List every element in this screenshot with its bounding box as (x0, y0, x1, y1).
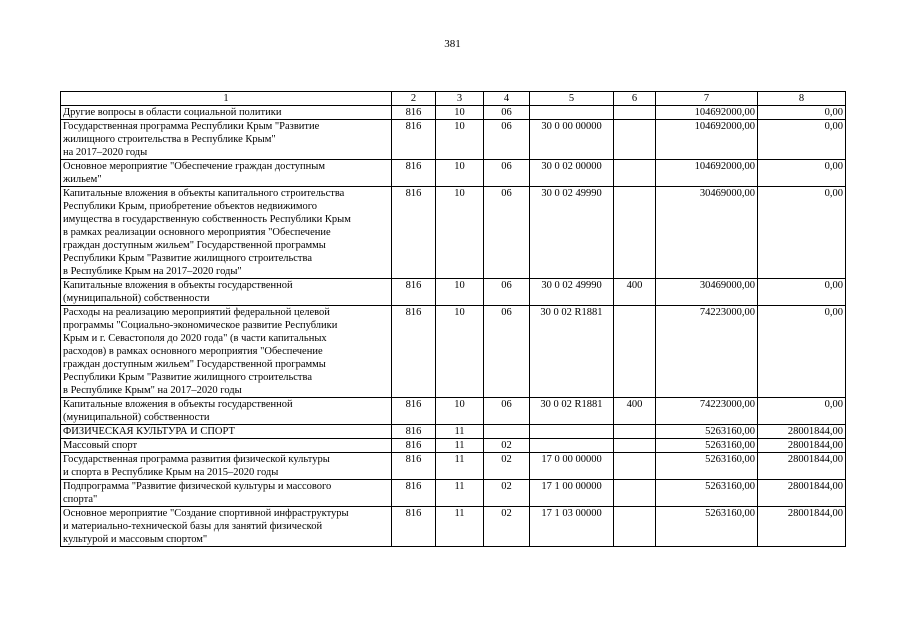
column-header: 3 (436, 92, 484, 106)
cell-name: Основное мероприятие "Создание спортивной инфраструктуры и материально-технической базы для занятий физической культурой и массовым спортом" (61, 507, 392, 547)
cell-amount-year-2: 0,00 (758, 398, 846, 425)
cell-amount-year-2: 0,00 (758, 306, 846, 398)
cell-subsection-code: 06 (484, 106, 530, 120)
column-header: 4 (484, 92, 530, 106)
cell-name: Массовый спорт (61, 439, 392, 453)
cell-amount-year-1: 5263160,00 (656, 425, 758, 439)
cell-expense-type: 400 (614, 279, 656, 306)
cell-name: Капитальные вложения в объекты государственной (муниципальной) собственности (61, 279, 392, 306)
cell-ministry-code: 816 (392, 106, 436, 120)
cell-amount-year-2: 28001844,00 (758, 453, 846, 480)
cell-name: Другие вопросы в области социальной политики (61, 106, 392, 120)
table-body (61, 106, 846, 547)
cell-subsection-code: 06 (484, 160, 530, 187)
budget-table (60, 91, 846, 547)
cell-name: ФИЗИЧЕСКАЯ КУЛЬТУРА И СПОРТ (61, 425, 392, 439)
cell-amount-year-1: 104692000,00 (656, 160, 758, 187)
cell-amount-year-2: 0,00 (758, 160, 846, 187)
column-header: 6 (614, 92, 656, 106)
table-row (61, 439, 846, 453)
cell-section-code: 11 (436, 480, 484, 507)
cell-ministry-code: 816 (392, 439, 436, 453)
page-number: 381 (444, 38, 461, 50)
cell-section-code: 10 (436, 120, 484, 160)
cell-amount-year-1: 5263160,00 (656, 480, 758, 507)
cell-amount-year-1: 74223000,00 (656, 398, 758, 425)
cell-subsection-code: 06 (484, 398, 530, 425)
cell-subsection-code: 06 (484, 306, 530, 398)
cell-target-article (530, 106, 614, 120)
table-row (61, 279, 846, 306)
cell-section-code: 10 (436, 279, 484, 306)
cell-ministry-code: 816 (392, 160, 436, 187)
cell-target-article: 17 1 03 00000 (530, 507, 614, 547)
cell-ministry-code: 816 (392, 187, 436, 279)
table-row (61, 398, 846, 425)
cell-amount-year-1: 5263160,00 (656, 439, 758, 453)
column-header: 1 (61, 92, 392, 106)
column-header: 7 (656, 92, 758, 106)
cell-target-article: 30 0 00 00000 (530, 120, 614, 160)
cell-amount-year-1: 104692000,00 (656, 106, 758, 120)
cell-amount-year-1: 5263160,00 (656, 507, 758, 547)
cell-expense-type (614, 120, 656, 160)
cell-expense-type (614, 106, 656, 120)
cell-name: Капитальные вложения в объекты капитального строительства Республики Крым, приобретение объектов недвижимого имущества в государственную собственность Республики Крым в рамках реализации основного мероприятия "Обеспечение граждан доступным жильем" Государственной программы Республики Крым "Развитие жилищного строительства в Республике Крым на 2017–2020 годы" (61, 187, 392, 279)
table-row (61, 160, 846, 187)
cell-ministry-code: 816 (392, 480, 436, 507)
cell-ministry-code: 816 (392, 279, 436, 306)
cell-amount-year-2: 0,00 (758, 120, 846, 160)
cell-expense-type (614, 187, 656, 279)
cell-amount-year-2: 0,00 (758, 279, 846, 306)
cell-amount-year-2: 28001844,00 (758, 425, 846, 439)
cell-expense-type (614, 425, 656, 439)
column-header: 8 (758, 92, 846, 106)
cell-ministry-code: 816 (392, 453, 436, 480)
cell-target-article: 30 0 02 00000 (530, 160, 614, 187)
cell-subsection-code: 02 (484, 439, 530, 453)
cell-target-article: 17 0 00 00000 (530, 453, 614, 480)
cell-ministry-code: 816 (392, 507, 436, 547)
column-header: 2 (392, 92, 436, 106)
cell-amount-year-2: 28001844,00 (758, 480, 846, 507)
table-row (61, 187, 846, 279)
table-row (61, 306, 846, 398)
cell-name: Подпрограмма "Развитие физической культуры и массового спорта" (61, 480, 392, 507)
cell-target-article (530, 439, 614, 453)
cell-amount-year-1: 5263160,00 (656, 453, 758, 480)
cell-ministry-code: 816 (392, 306, 436, 398)
cell-section-code: 11 (436, 507, 484, 547)
cell-amount-year-2: 28001844,00 (758, 439, 846, 453)
cell-amount-year-2: 0,00 (758, 106, 846, 120)
cell-name: Государственная программа развития физической культуры и спорта в Республике Крым на 2015–2020 годы (61, 453, 392, 480)
cell-ministry-code: 816 (392, 425, 436, 439)
cell-target-article (530, 425, 614, 439)
cell-section-code: 11 (436, 439, 484, 453)
cell-section-code: 10 (436, 398, 484, 425)
column-header: 5 (530, 92, 614, 106)
cell-subsection-code (484, 425, 530, 439)
cell-name: Капитальные вложения в объекты государственной (муниципальной) собственности (61, 398, 392, 425)
cell-expense-type (614, 480, 656, 507)
cell-section-code: 10 (436, 160, 484, 187)
cell-amount-year-1: 30469000,00 (656, 187, 758, 279)
cell-expense-type (614, 439, 656, 453)
cell-expense-type (614, 306, 656, 398)
cell-amount-year-1: 104692000,00 (656, 120, 758, 160)
cell-name: Расходы на реализацию мероприятий федеральной целевой программы "Социально-экономическое развитие Республики Крым и г. Севастополя до 2020 года" (в части капитальных расходов) в рамках основного мероприятия "Обеспечение граждан доступным жильем" Государственной программы Республики Крым "Развитие жилищного строительства в Республике Крым" на 2017–2020 годы (61, 306, 392, 398)
table-row (61, 106, 846, 120)
cell-section-code: 11 (436, 425, 484, 439)
cell-expense-type (614, 507, 656, 547)
cell-amount-year-2: 28001844,00 (758, 507, 846, 547)
cell-expense-type (614, 160, 656, 187)
cell-subsection-code: 02 (484, 480, 530, 507)
cell-ministry-code: 816 (392, 398, 436, 425)
cell-name: Государственная программа Республики Крым "Развитие жилищного строительства в Республике Крым" на 2017–2020 годы (61, 120, 392, 160)
cell-expense-type (614, 453, 656, 480)
cell-amount-year-1: 74223000,00 (656, 306, 758, 398)
cell-subsection-code: 06 (484, 279, 530, 306)
cell-ministry-code: 816 (392, 120, 436, 160)
cell-subsection-code: 02 (484, 507, 530, 547)
cell-section-code: 11 (436, 453, 484, 480)
cell-target-article: 17 1 00 00000 (530, 480, 614, 507)
header-row (61, 92, 846, 106)
cell-subsection-code: 06 (484, 187, 530, 279)
cell-target-article: 30 0 02 49990 (530, 187, 614, 279)
table-row (61, 480, 846, 507)
cell-section-code: 10 (436, 106, 484, 120)
cell-subsection-code: 06 (484, 120, 530, 160)
cell-target-article: 30 0 02 R1881 (530, 398, 614, 425)
table-row (61, 120, 846, 160)
cell-name: Основное мероприятие "Обеспечение граждан доступным жильем" (61, 160, 392, 187)
cell-section-code: 10 (436, 187, 484, 279)
cell-expense-type: 400 (614, 398, 656, 425)
table-row (61, 425, 846, 439)
cell-amount-year-1: 30469000,00 (656, 279, 758, 306)
table-row (61, 507, 846, 547)
table-row (61, 453, 846, 480)
cell-subsection-code: 02 (484, 453, 530, 480)
cell-target-article: 30 0 02 R1881 (530, 306, 614, 398)
cell-section-code: 10 (436, 306, 484, 398)
cell-amount-year-2: 0,00 (758, 187, 846, 279)
cell-target-article: 30 0 02 49990 (530, 279, 614, 306)
